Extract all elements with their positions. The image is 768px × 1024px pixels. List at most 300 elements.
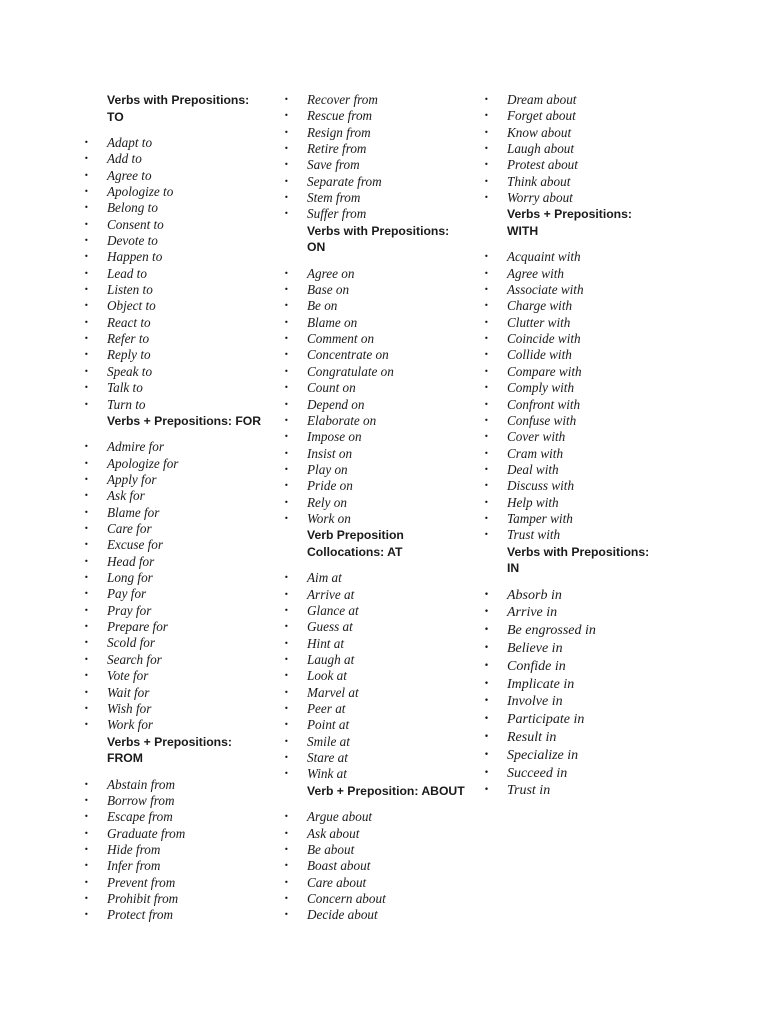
list-item-text: Resign from (307, 124, 371, 140)
list-item-text: Apply for (107, 472, 157, 488)
list-item-text: Refer to (107, 331, 150, 347)
list-item-text: Work for (107, 717, 154, 733)
list-item-text: Trust in (507, 783, 551, 799)
list-item (84, 652, 264, 668)
bullet-icon: • (484, 193, 489, 203)
list-item (484, 331, 674, 347)
bullet-icon: • (284, 910, 289, 920)
list-item (484, 765, 674, 783)
list-item (84, 586, 264, 602)
list-item-text: Wait for (107, 684, 150, 700)
bullet-icon: • (284, 877, 289, 887)
bullet-icon: • (484, 660, 490, 671)
bullet-icon: • (284, 285, 289, 295)
list-item-text: Pray for (107, 602, 152, 618)
bullet-icon: • (84, 893, 89, 903)
bullet-icon: • (284, 513, 289, 523)
bullet-icon: • (284, 573, 289, 583)
bullet-icon: • (484, 176, 489, 186)
list-item-text: Specialize in (507, 747, 579, 763)
list-item-text: Help with (507, 494, 559, 510)
list-item-text: Belong to (107, 200, 158, 216)
list-item (84, 184, 264, 200)
section-heading-line: WITH (507, 223, 539, 238)
list-item-text: Boast about (307, 858, 371, 874)
list-item (84, 488, 264, 504)
list-item-text: Think about (507, 173, 571, 189)
bullet-icon: • (84, 556, 89, 566)
bullet-icon: • (84, 622, 89, 632)
bullet-icon: • (284, 176, 289, 186)
list-item (284, 701, 474, 717)
list-item-text: Search for (107, 651, 162, 667)
list-item-text: Stare at (307, 750, 348, 766)
bullet-icon: • (84, 812, 89, 822)
list-item (484, 640, 674, 658)
list-item (284, 347, 474, 363)
bullet-icon: • (484, 530, 489, 540)
list-item-text: Protest about (507, 157, 578, 173)
bullet-icon: • (284, 605, 289, 615)
list-item (284, 891, 474, 907)
list-item-text: Blame on (307, 314, 358, 330)
list-item-text: Care about (307, 874, 367, 890)
list-item-text: Comment on (307, 331, 375, 347)
list-item (284, 668, 474, 684)
bullet-icon: • (284, 589, 289, 599)
bullet-icon: • (284, 893, 289, 903)
section-heading-line: TO (107, 109, 124, 124)
list-item (84, 717, 264, 733)
list-item (284, 826, 474, 842)
bullet-icon: • (84, 638, 89, 648)
list-item-text: Hint at (307, 635, 344, 651)
list-item-text: Be engrossed in (507, 623, 596, 639)
section-heading (284, 527, 474, 560)
list-item-text: Long for (107, 570, 153, 586)
list-item-text: Speak to (107, 363, 153, 379)
list-item-text: Agree with (507, 265, 565, 281)
list-item (484, 413, 674, 429)
bullet-icon: • (84, 442, 89, 452)
list-item (84, 891, 264, 907)
bullet-icon: • (84, 720, 89, 730)
list-item (284, 331, 474, 347)
list-item (484, 347, 674, 363)
list-item-text: Hide from (107, 841, 161, 857)
bullet-icon: • (284, 399, 289, 409)
list-item-text: Vote for (107, 668, 149, 684)
list-item-text: Deal with (507, 461, 559, 477)
section-heading-line: Verbs + Prepositions: (107, 734, 232, 749)
list-item (284, 858, 474, 874)
list-item (84, 907, 264, 923)
list-item-text: Retire from (307, 141, 367, 157)
bullet-icon: • (284, 704, 289, 713)
verb-list (484, 92, 674, 206)
list-item-text: Discuss with (507, 478, 575, 494)
bullet-icon: • (284, 687, 289, 697)
list-item (284, 587, 474, 603)
list-item-text: Be on (307, 298, 338, 314)
list-item-text: Confide in (507, 658, 566, 674)
list-item-text: Rescue from (307, 108, 373, 124)
bullet-icon: • (84, 507, 89, 517)
list-item (484, 527, 674, 543)
bullet-icon: • (284, 654, 289, 664)
bullet-icon: • (84, 910, 89, 920)
list-item-text: Confuse with (507, 412, 577, 428)
list-item (84, 554, 264, 570)
list-item-text: Acquaint with (507, 249, 581, 265)
bullet-icon: • (84, 236, 89, 246)
list-item (84, 521, 264, 537)
list-item-text: Decide about (307, 907, 378, 923)
list-item (284, 108, 474, 124)
list-item-text: Laugh about (507, 141, 575, 157)
list-item-text: Add to (107, 151, 142, 167)
bullet-icon: • (484, 607, 490, 618)
bullet-icon: • (484, 432, 489, 442)
list-item-text: Pride on (307, 478, 353, 494)
list-item-text: Absorb in (507, 587, 562, 603)
list-item-text: Charge with (507, 298, 573, 314)
bullet-icon: • (84, 317, 89, 327)
section-heading-line: Verbs with Prepositions: (107, 93, 250, 107)
list-item (484, 676, 674, 694)
bullet-icon: • (484, 301, 489, 311)
section-heading (484, 206, 674, 239)
list-item (284, 364, 474, 380)
list-item-text: Blame for (107, 504, 160, 520)
bullet-icon: • (284, 383, 289, 393)
bullet-icon: • (484, 415, 489, 425)
list-item (84, 875, 264, 891)
bullet-icon: • (284, 671, 289, 681)
list-item (84, 603, 264, 619)
bullet-icon: • (84, 301, 89, 311)
list-item (84, 249, 264, 265)
bullet-icon: • (84, 861, 89, 871)
list-item (284, 92, 474, 108)
bullet-icon: • (84, 524, 89, 534)
list-item (84, 315, 264, 331)
section-heading-line: Verbs + Prepositions: (507, 207, 632, 222)
bullet-icon: • (484, 334, 489, 344)
verb-list (484, 587, 674, 801)
bullet-icon: • (284, 432, 289, 442)
list-item (84, 331, 264, 347)
bullet-icon: • (84, 703, 89, 713)
bullet-icon: • (84, 687, 89, 697)
bullet-icon: • (84, 589, 89, 599)
list-item (284, 766, 474, 782)
list-item-text: Concentrate on (307, 347, 389, 363)
list-item-text: Prevent from (107, 874, 176, 890)
section-heading (84, 413, 264, 430)
list-item (484, 604, 674, 622)
list-item-text: Listen to (107, 282, 153, 298)
list-item (284, 842, 474, 858)
list-item-text: Participate in (507, 712, 585, 728)
list-item-text: Argue about (307, 809, 373, 825)
list-item (284, 875, 474, 891)
list-item (284, 619, 474, 635)
list-item-text: Know about (507, 124, 572, 140)
list-item-text: Succeed in (507, 765, 568, 781)
list-item (484, 693, 674, 711)
list-item-text: Tamper with (507, 510, 573, 526)
bullet-icon: • (284, 861, 289, 871)
list-item (84, 380, 264, 396)
list-item (284, 174, 474, 190)
section-heading-line: Verb + Preposition: ABOUT (307, 783, 465, 798)
list-item (84, 570, 264, 586)
bullet-icon: • (284, 301, 289, 311)
verb-list (484, 249, 674, 543)
bullet-icon: • (84, 795, 89, 805)
list-item (484, 782, 674, 800)
list-item-text: Escape from (107, 809, 173, 825)
list-item (284, 652, 474, 668)
list-item-text: Agree on (307, 265, 355, 281)
section-heading-line: IN (507, 561, 520, 576)
column-1 (84, 92, 264, 924)
bullet-icon: • (84, 138, 89, 147)
list-item-text: Scold for (107, 635, 155, 651)
list-item-text: Comply with (507, 380, 575, 396)
column-3 (484, 92, 674, 800)
bullet-icon: • (484, 144, 489, 154)
bullet-icon: • (284, 464, 289, 474)
bullet-icon: • (84, 334, 89, 344)
bullet-icon: • (484, 589, 490, 600)
bullet-icon: • (484, 448, 489, 458)
list-item-text: Guess at (307, 619, 353, 635)
bullet-icon: • (284, 720, 289, 730)
verb-list (84, 439, 264, 733)
list-item-text: Base on (307, 282, 350, 298)
list-item-text: Worry about (507, 190, 573, 206)
bullet-icon: • (484, 731, 490, 742)
list-item-text: Coincide with (507, 331, 581, 347)
list-item (284, 478, 474, 494)
bullet-icon: • (84, 170, 89, 180)
list-item (84, 809, 264, 825)
bullet-icon: • (84, 154, 89, 164)
verb-list (284, 266, 474, 528)
list-item-text: Concern about (307, 890, 386, 906)
list-item (84, 505, 264, 521)
list-item-text: Infer from (107, 858, 161, 874)
list-item-text: Prepare for (107, 619, 168, 635)
list-item-text: Involve in (507, 694, 563, 710)
list-item-text: Peer at (307, 701, 346, 716)
list-item-text: Cram with (507, 445, 564, 461)
section-heading-line: FROM (107, 751, 143, 766)
list-item-text: Insist on (307, 445, 353, 461)
bullet-icon: • (284, 160, 289, 170)
list-item-text: Suffer from (307, 206, 367, 222)
bullet-icon: • (484, 127, 489, 137)
bullet-icon: • (484, 252, 489, 262)
list-item (284, 206, 474, 222)
section-heading-line: Verb Preposition (307, 528, 404, 543)
list-item-text: React to (107, 314, 151, 330)
list-item (284, 266, 474, 282)
list-item (484, 747, 674, 765)
bullet-icon: • (284, 127, 289, 137)
list-item (84, 364, 264, 380)
list-item (484, 282, 674, 298)
list-item (84, 200, 264, 216)
bullet-icon: • (284, 638, 289, 648)
section-heading-line: Verbs with Prepositions: (507, 544, 650, 559)
list-item (84, 826, 264, 842)
bullet-icon: • (484, 749, 490, 760)
list-item (484, 380, 674, 396)
bullet-icon: • (84, 491, 89, 501)
list-item (484, 658, 674, 676)
list-item (84, 685, 264, 701)
bullet-icon: • (484, 767, 490, 778)
list-item-text: Recover from (307, 92, 378, 107)
list-item (484, 125, 674, 141)
bullet-icon: • (284, 448, 289, 458)
section-heading-line: Verbs with Prepositions: (307, 223, 450, 238)
list-item-text: Arrive at (307, 586, 355, 602)
bullet-icon: • (484, 625, 490, 636)
verb-list (84, 135, 264, 413)
list-item (484, 92, 674, 108)
list-item-text: Admire for (107, 439, 165, 455)
bullet-icon: • (84, 350, 89, 360)
list-item (84, 777, 264, 793)
list-item (284, 907, 474, 923)
bullet-icon: • (284, 415, 289, 425)
list-item-text: Marvel at (307, 684, 359, 700)
section-heading (84, 734, 264, 767)
list-item (84, 151, 264, 167)
list-item-text: Be about (307, 841, 355, 857)
list-item (484, 711, 674, 729)
bullet-icon: • (484, 285, 489, 295)
list-item (484, 511, 674, 527)
list-item-text: Laugh at (307, 651, 355, 667)
list-item-text: Wink at (307, 766, 347, 782)
list-item (284, 429, 474, 445)
list-item (84, 135, 264, 151)
list-item-text: Apologize to (107, 184, 174, 200)
list-item-text: Reply to (107, 347, 151, 363)
list-item-text: Excuse for (107, 537, 164, 553)
list-item (84, 701, 264, 717)
list-item (284, 511, 474, 527)
bullet-icon: • (84, 366, 89, 376)
list-item (484, 446, 674, 462)
list-item-text: Impose on (307, 429, 362, 445)
bullet-icon: • (484, 366, 489, 376)
list-item-text: Agree to (107, 167, 152, 183)
list-item-text: Congratulate on (307, 363, 394, 379)
list-item-text: Arrive in (507, 605, 558, 621)
bullet-icon: • (284, 268, 289, 278)
list-item-text: Clutter with (507, 314, 571, 330)
list-item (84, 635, 264, 651)
list-item-text: Forget about (507, 108, 576, 124)
list-item (484, 315, 674, 331)
list-item (84, 842, 264, 858)
list-item-text: Head for (107, 553, 155, 569)
list-item-text: Consent to (107, 216, 164, 232)
list-item-text: Aim at (307, 570, 342, 586)
list-item-text: Believe in (507, 640, 563, 656)
list-item-text: Borrow from (107, 792, 175, 808)
list-item-text: Ask for (107, 488, 145, 504)
list-item (284, 157, 474, 173)
bullet-icon: • (284, 209, 289, 219)
list-item-text: Confront with (507, 396, 581, 412)
list-item (84, 397, 264, 413)
bullet-icon: • (284, 736, 289, 746)
bullet-icon: • (284, 844, 289, 854)
list-item-text: Apologize for (107, 455, 179, 471)
list-item-text: Work on (307, 510, 351, 526)
list-item (84, 793, 264, 809)
list-item (84, 668, 264, 684)
list-item-text: Abstain from (107, 776, 176, 792)
list-item (284, 734, 474, 750)
list-item (284, 636, 474, 652)
list-item (284, 125, 474, 141)
list-item-text: Happen to (107, 249, 163, 265)
list-item (484, 622, 674, 640)
list-item-text: Wish for (107, 700, 152, 716)
bullet-icon: • (484, 383, 489, 393)
list-item (284, 685, 474, 701)
section-heading-line: Collocations: AT (307, 544, 403, 559)
bullet-icon: • (484, 678, 490, 689)
list-item (484, 478, 674, 494)
list-item-text: Object to (107, 298, 156, 314)
list-item (284, 495, 474, 511)
list-item-text: Count on (307, 380, 356, 396)
list-item-text: Associate with (507, 282, 584, 298)
bullet-icon: • (84, 285, 89, 295)
bullet-icon: • (284, 95, 289, 104)
list-item (484, 174, 674, 190)
list-item (284, 570, 474, 586)
section-heading (284, 223, 474, 256)
list-item (84, 439, 264, 455)
bullet-icon: • (284, 769, 289, 779)
section-heading (484, 544, 674, 577)
list-item-text: Trust with (507, 527, 561, 543)
section-heading (284, 783, 474, 800)
bullet-icon: • (84, 219, 89, 229)
bullet-icon: • (484, 399, 489, 409)
verb-list (284, 570, 474, 782)
bullet-icon: • (284, 144, 289, 154)
bullet-icon: • (484, 481, 489, 491)
bullet-icon: • (484, 111, 489, 121)
list-item (284, 717, 474, 733)
bullet-icon: • (84, 475, 89, 485)
list-item (284, 190, 474, 206)
bullet-icon: • (484, 350, 489, 360)
bullet-icon: • (84, 654, 89, 664)
list-item (284, 603, 474, 619)
